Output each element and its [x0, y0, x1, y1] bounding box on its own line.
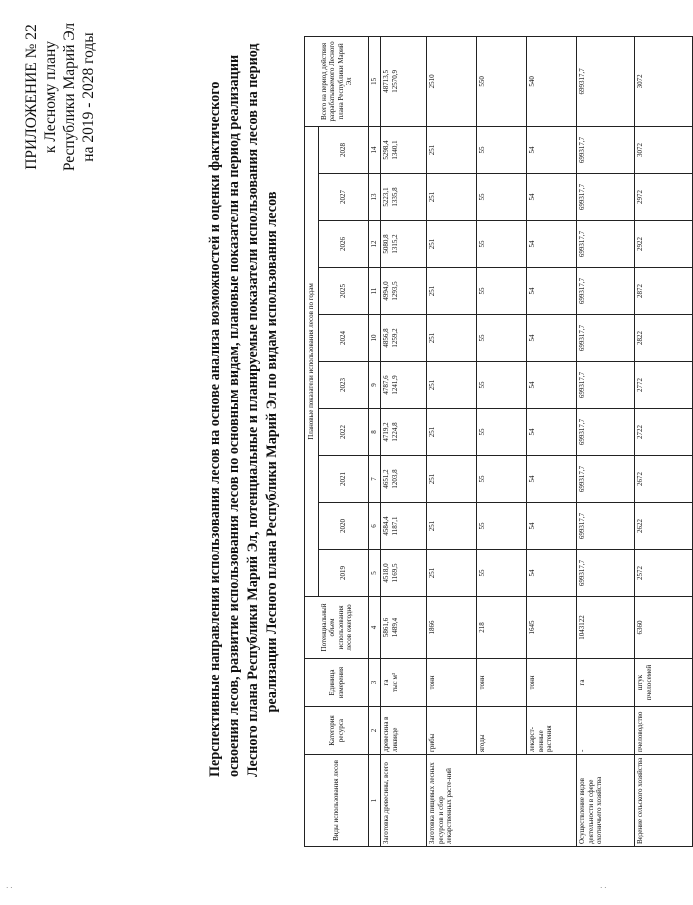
appendix-line: на 2019 - 2028 годы — [80, 32, 97, 162]
cell-category: грибы — [427, 707, 477, 755]
cell-plan-value: 251 — [427, 268, 477, 315]
cell-plan-value: 55 — [477, 503, 527, 550]
table-row — [577, 36, 635, 846]
appendix-line: Республики Марий Эл — [61, 22, 78, 172]
cell-plan-value: 699317,7 — [577, 315, 635, 362]
cell-total: 48713,5 12570,9 — [381, 36, 427, 126]
cell-plan-value: 55 — [477, 268, 527, 315]
cell-plan-value: 2822 — [635, 315, 693, 362]
edge-mark: · · — [6, 884, 13, 892]
cell-plan-value: 54 — [527, 409, 577, 456]
cell-unit: га — [577, 659, 635, 707]
cell-potential: 6360 — [635, 597, 693, 659]
cell-plan-value: 699317,7 — [577, 268, 635, 315]
cell-plan-value: 2872 — [635, 268, 693, 315]
cell-plan-value: 699317,7 — [577, 409, 635, 456]
column-number: 9 — [369, 362, 381, 409]
cell-total: 699317,7 — [577, 36, 635, 126]
cell-plan-value: 55 — [477, 221, 527, 268]
cell-category: пчеловодство — [635, 707, 693, 755]
cell-plan-value: 2622 — [635, 503, 693, 550]
cell-plan-value: 699317,7 — [577, 174, 635, 221]
cell-plan-value: 3072 — [635, 126, 693, 173]
appendix-line: ПРИЛОЖЕНИЕ № 22 — [23, 24, 40, 170]
header-row — [305, 36, 319, 846]
table-row — [427, 36, 477, 846]
cell-plan-value: 55 — [477, 550, 527, 597]
cell-vid: Ведение сельского хозяйства — [635, 755, 693, 847]
column-number: 13 — [369, 174, 381, 221]
cell-plan-value: 251 — [427, 126, 477, 173]
cell-plan-value: 55 — [477, 174, 527, 221]
year-header: 2028 — [319, 126, 369, 173]
cell-plan-value: 251 — [427, 456, 477, 503]
cell-plan-value: 5223,1 1335,8 — [381, 174, 427, 221]
cell-category: - — [577, 707, 635, 755]
cell-plan-value: 2772 — [635, 362, 693, 409]
column-number: 11 — [369, 268, 381, 315]
appendix-header — [22, 11, 98, 183]
column-number: 8 — [369, 409, 381, 456]
column-number: 3 — [369, 659, 381, 707]
cell-plan-value: 699317,7 — [577, 550, 635, 597]
cell-potential: 1645 — [527, 597, 577, 659]
cell-plan-value: 54 — [527, 268, 577, 315]
table-row — [477, 36, 527, 846]
cell-plan-value: 699317,7 — [577, 362, 635, 409]
cell-plan-value: 251 — [427, 174, 477, 221]
cell-potential: 1866 — [427, 597, 477, 659]
year-header: 2022 — [319, 409, 369, 456]
cell-plan-value: 4856,8 1259,2 — [381, 315, 427, 362]
year-header: 2023 — [319, 362, 369, 409]
title-line: реализации Лесного плана Республики Марий Эл по видам использования лесов — [264, 191, 280, 713]
header-category: Категория ресурса — [305, 707, 369, 755]
cell-total: 2510 — [427, 36, 477, 126]
document-title — [206, 43, 282, 777]
column-number: 4 — [369, 597, 381, 659]
cell-plan-value: 699317,7 — [577, 503, 635, 550]
cell-plan-value: 55 — [477, 456, 527, 503]
year-header: 2024 — [319, 315, 369, 362]
cell-potential: 218 — [477, 597, 527, 659]
cell-unit: га тыс м³ — [381, 659, 427, 707]
year-header: 2019 — [319, 550, 369, 597]
column-number: 15 — [369, 36, 381, 126]
cell-plan-value: 2572 — [635, 550, 693, 597]
appendix-line: к Лесному плану — [42, 40, 59, 154]
cell-plan-value: 251 — [427, 221, 477, 268]
cell-plan-value: 2672 — [635, 456, 693, 503]
cell-plan-value: 55 — [477, 409, 527, 456]
header-vid: Виды использования лесов — [305, 755, 369, 847]
cell-unit: тонн — [427, 659, 477, 707]
column-number: 6 — [369, 503, 381, 550]
column-number: 5 — [369, 550, 381, 597]
cell-plan-value: 251 — [427, 315, 477, 362]
table-row — [381, 36, 427, 846]
cell-plan-value: 699317,7 — [577, 456, 635, 503]
cell-plan-value: 4994,0 1293,5 — [381, 268, 427, 315]
header-plan-group: Плановые показатели использования лесов по годам — [305, 126, 319, 596]
header-potential: Потенциальный объем использования лесов ежегодно — [305, 597, 369, 659]
table-row — [635, 36, 693, 846]
cell-plan-value: 4651,2 1203,8 — [381, 456, 427, 503]
cell-plan-value: 54 — [527, 126, 577, 173]
cell-plan-value: 55 — [477, 126, 527, 173]
cell-plan-value: 54 — [527, 503, 577, 550]
year-header: 2020 — [319, 503, 369, 550]
cell-plan-value: 54 — [527, 221, 577, 268]
cell-potential: 1043122 — [577, 597, 635, 659]
cell-plan-value: 4584,4 1187,1 — [381, 503, 427, 550]
cell-category: древесина в ликвиде — [381, 707, 427, 755]
year-header: 2025 — [319, 268, 369, 315]
title-line: освоения лесов, развитие использования лесов по основным видам, плановые показатели на период реализации — [226, 54, 242, 777]
cell-unit: тонн — [477, 659, 527, 707]
year-header: 2026 — [319, 221, 369, 268]
table-row — [527, 36, 577, 846]
cell-potential: 5861,6 1489,4 — [381, 597, 427, 659]
cell-plan-value: 251 — [427, 409, 477, 456]
cell-plan-value: 699317,7 — [577, 221, 635, 268]
cell-plan-value: 55 — [477, 315, 527, 362]
cell-plan-value: 2972 — [635, 174, 693, 221]
cell-plan-value: 54 — [527, 550, 577, 597]
cell-plan-value: 251 — [427, 503, 477, 550]
cell-total: 3072 — [635, 36, 693, 126]
cell-plan-value: 54 — [527, 174, 577, 221]
cell-plan-value: 699317,7 — [577, 126, 635, 173]
cell-plan-value: 251 — [427, 362, 477, 409]
column-number: 7 — [369, 456, 381, 503]
column-number: 12 — [369, 221, 381, 268]
cell-total: 540 — [527, 36, 577, 126]
cell-plan-value: 5080,8 1315,2 — [381, 221, 427, 268]
cell-plan-value: 54 — [527, 362, 577, 409]
cell-vid: Заготовка пищевых лесных ресурсов и сбор лекарственных расте-ний — [427, 755, 577, 847]
cell-plan-value: 2922 — [635, 221, 693, 268]
header-total: Всего на период действия разрабатываемого Лесного плана Республики Марий Эл — [305, 36, 369, 126]
cell-plan-value: 4719,2 1224,8 — [381, 409, 427, 456]
cell-plan-value: 54 — [527, 315, 577, 362]
year-header: 2021 — [319, 456, 369, 503]
cell-plan-value: 5298,4 1340,1 — [381, 126, 427, 173]
cell-plan-value: 251 — [427, 550, 477, 597]
cell-vid: Заготовка древесины, всего — [381, 755, 427, 847]
column-number: 2 — [369, 707, 381, 755]
cell-plan-value: 54 — [527, 456, 577, 503]
cell-vid: Осуществление видов деятельности в сфере охотничьего хозяйства — [577, 755, 635, 847]
cell-category: ягоды — [477, 707, 527, 755]
cell-plan-value: 55 — [477, 362, 527, 409]
column-number: 10 — [369, 315, 381, 362]
title-line: Лесного плана Республики Марий Эл, потенциальные и планируемые показатели использования лесов на период — [245, 43, 261, 777]
cell-plan-value: 4518,0 1169,5 — [381, 550, 427, 597]
cell-total: 550 — [477, 36, 527, 126]
cell-category: лекарст-венные растения — [527, 707, 577, 755]
column-number: 14 — [369, 126, 381, 173]
edge-mark: · · — [600, 884, 607, 892]
header-unit: Единица измерения — [305, 659, 369, 707]
cell-unit: тонн — [527, 659, 577, 707]
cell-plan-value: 4787,6 1241,9 — [381, 362, 427, 409]
cell-unit: штук пчелосемей — [635, 659, 693, 707]
column-number-row — [369, 36, 381, 846]
title-line: Перспективные направления использования лесов на основе анализа возможностей и оценки фактического — [207, 81, 223, 777]
column-number: 1 — [369, 755, 381, 847]
year-header: 2027 — [319, 174, 369, 221]
cell-plan-value: 2722 — [635, 409, 693, 456]
forest-use-table — [304, 36, 693, 847]
